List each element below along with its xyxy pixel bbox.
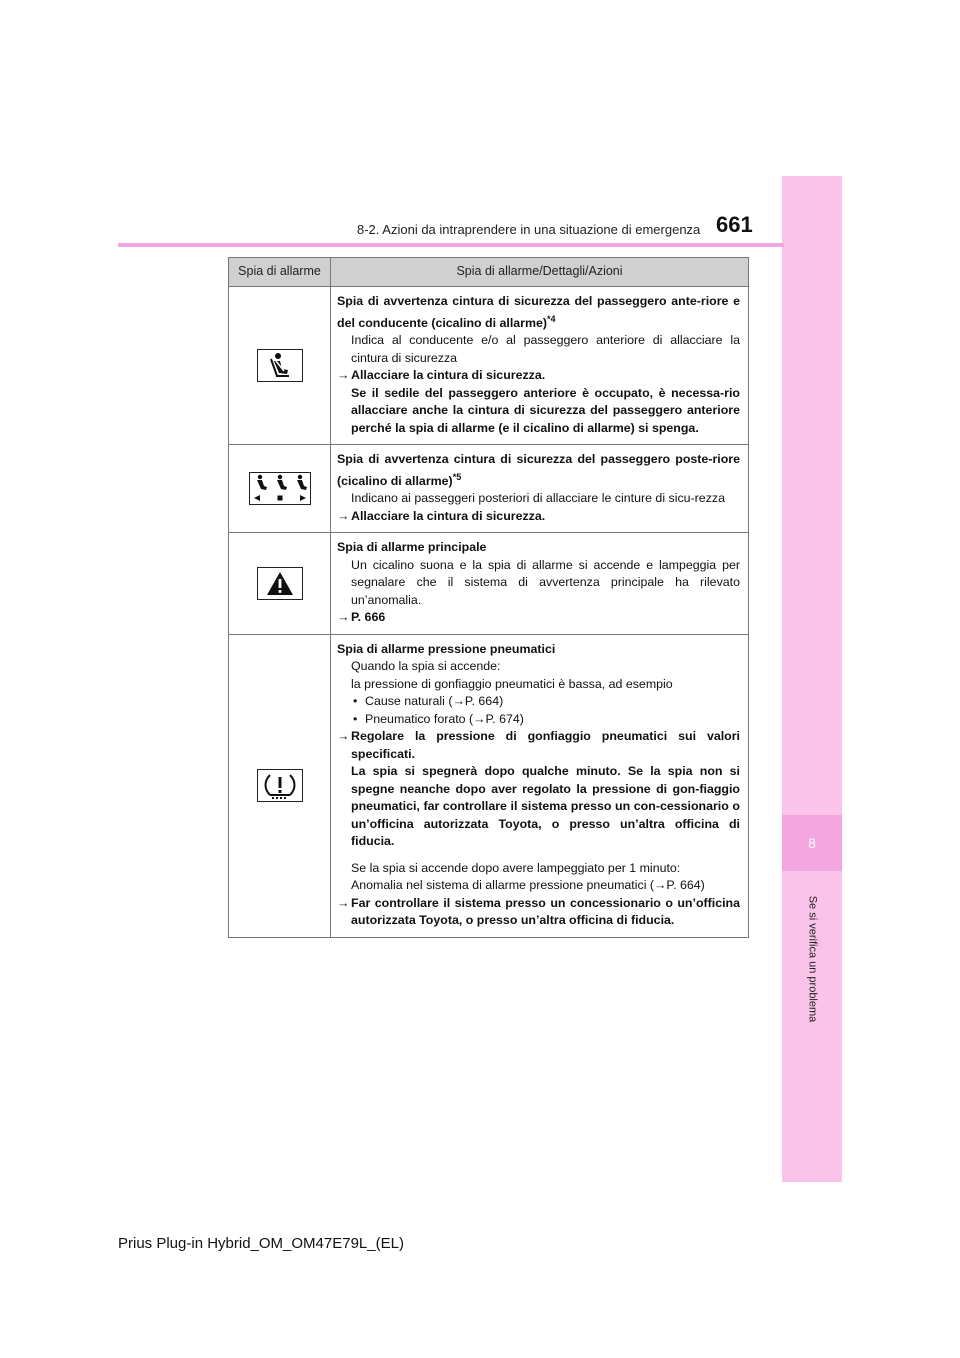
light-title: Spia di avvertenza cintura di sicurezza del passeggero ante-riore e del conducente (cicalino di allarme) [337, 294, 740, 330]
icon-cell [229, 634, 331, 937]
table-row [229, 287, 749, 445]
master-warning-icon [257, 567, 303, 600]
arrow-icon: → [337, 368, 350, 383]
description-cell [331, 533, 749, 635]
table-row [229, 533, 749, 635]
light-description: la pressione di gonfiaggio pneumatici è bassa, ad esempio [351, 676, 673, 691]
icon-cell [229, 445, 331, 533]
list-item: • Pneumatico forato (→P. 674) [353, 711, 524, 726]
light-action: Far controllare il sistema presso un concessionario o un’officina autorizzata Toyota, o presso un’altra officina di fiducia. [351, 895, 740, 928]
icon-cell [229, 287, 331, 445]
description-cell [331, 287, 749, 445]
light-description: Quando la spia si accende: [351, 659, 501, 674]
light-action-detail: Se il sedile del passeggero anteriore è occupato, è necessa-rio allacciare anche la cintura di sicurezza del passeggero anteriore perché la spia di allarme (e il cicalino di allarme) si spenga. [351, 385, 740, 435]
page-number: 661 [716, 212, 753, 237]
warning-lights-table [228, 257, 749, 938]
light-description: Un cicalino suona e la spia di allarme si accende e lampeggia per segnalare che il sistema di avvertenza principale ha rilevato un’anomalia. [351, 557, 740, 607]
header-rule [118, 243, 784, 247]
chapter-title: Se si verifica un problema [806, 895, 818, 1023]
front-seatbelt-reminder-icon [257, 349, 303, 382]
light-action: Regolare la pressione di gonfiaggio pneumatici sui valori specificati. [351, 729, 740, 761]
arrow-icon: → [337, 610, 350, 625]
column-header-light: Spia di allarme [229, 258, 331, 287]
light-description: Indicano ai passeggeri posteriori di allacciare le cinture di sicu-rezza [351, 491, 725, 506]
document-footer: Prius Plug-in Hybrid_OM_OM47E79L_(EL) [118, 1235, 404, 1252]
light-action: Allacciare la cintura di sicurezza. [351, 368, 546, 383]
light-title: Spia di allarme pressione pneumatici [337, 641, 556, 656]
light-description: Se la spia si accende dopo avere lampeggiato per 1 minuto: [351, 860, 681, 875]
rear-seatbelt-reminder-icon [249, 472, 311, 505]
arrow-icon: → [337, 895, 350, 910]
footnote-marker: *4 [547, 313, 556, 324]
light-title: Spia di allarme principale [337, 540, 487, 555]
arrow-icon: → [337, 508, 350, 523]
tire-pressure-warning-icon [257, 769, 303, 802]
light-action-detail: La spia si spegnerà dopo qualche minuto. Se la spia non si spegne neanche dopo aver regolato la pressione di gon-fiaggio pneumatici, far controllare il sistema presso un con-cessionario o un’officina autorizzata Toyota, o presso un’altra officina di fiducia. [351, 764, 740, 849]
arrow-icon: → [337, 729, 350, 744]
page-reference: P. 666 [351, 610, 386, 625]
chapter-number: 8 [782, 815, 842, 871]
table-header-row [229, 258, 749, 287]
light-description: Anomalia nel sistema di allarme pressione pneumatici (→P. 664) [351, 878, 705, 893]
list-item: • Cause naturali (→P. 664) [353, 694, 504, 709]
light-action: Allacciare la cintura di sicurezza. [351, 508, 546, 523]
table-row [229, 445, 749, 533]
light-description: Indica al conducente e/o al passeggero anteriore di allacciare la cintura di sicurezza [351, 333, 740, 365]
light-title: Spia di avvertenza cintura di sicurezza del passeggero poste-riore (cicalino di allarme) [337, 452, 740, 488]
table-row [229, 634, 749, 937]
column-header-details: Spia di allarme/Dettagli/Azioni [331, 258, 749, 287]
description-cell [331, 445, 749, 533]
description-cell [331, 634, 749, 937]
section-title: 8-2. Azioni da intraprendere in una situazione di emergenza [357, 222, 701, 237]
footnote-marker: *5 [452, 471, 462, 482]
icon-cell [229, 533, 331, 635]
